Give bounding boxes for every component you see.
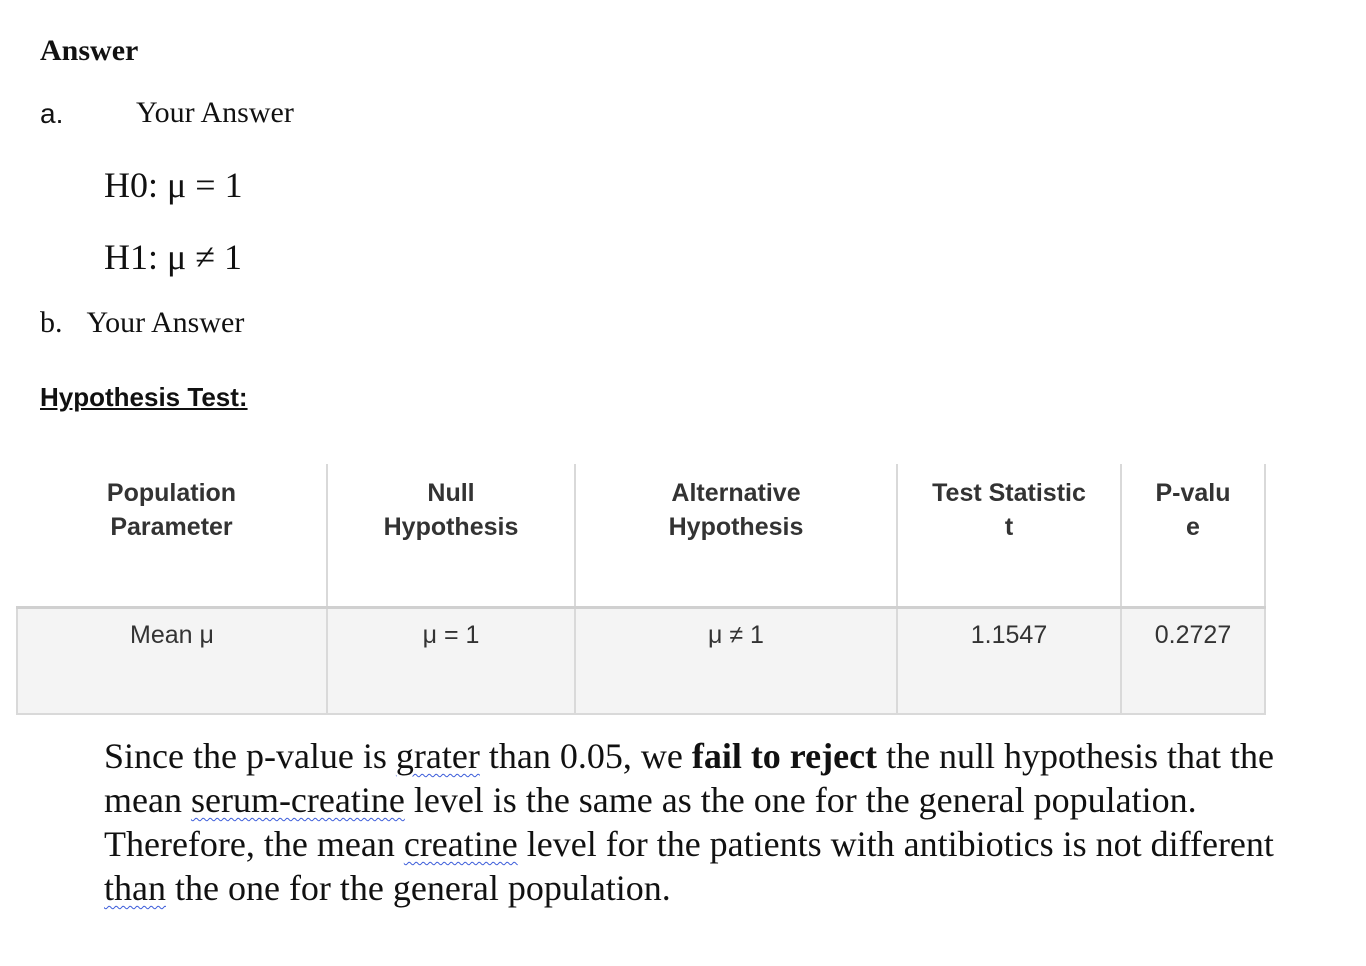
- table-header-row: [17, 464, 1265, 608]
- table-cell: Mean μ: [17, 608, 327, 715]
- column-header: Population Parameter: [17, 464, 327, 608]
- column-header: P-valu e: [1121, 464, 1265, 608]
- table-cell: 0.2727: [1121, 608, 1265, 715]
- spellcheck-word: than: [104, 868, 166, 908]
- table-cell: μ ≠ 1: [575, 608, 897, 715]
- part-a-label: a.: [40, 98, 64, 129]
- spellcheck-word: creatine: [403, 824, 518, 864]
- column-header: Test Statistic t: [897, 464, 1121, 608]
- hypothesis-test-table: [16, 464, 1266, 715]
- part-b: [40, 306, 244, 340]
- hypothesis-test-title: Hypothesis Test:: [40, 382, 248, 412]
- table-cell: μ = 1: [327, 608, 575, 715]
- answer-heading: Answer: [40, 34, 139, 67]
- alternative-hypothesis-statement: H1: μ ≠ 1: [104, 237, 243, 277]
- column-header: Alternative Hypothesis: [575, 464, 897, 608]
- part-b-text: Your Answer: [86, 306, 245, 339]
- column-header: Null Hypothesis: [327, 464, 575, 608]
- table-row: [17, 608, 1265, 715]
- table-cell: 1.1547: [897, 608, 1121, 715]
- conclusion-paragraph: Since the p-value is grater than 0.05, we fail to reject the null hypothesis that the mean serum-creatine level is the same as the one for the general population. Therefore, the mean creatine level for the patients with antibiotics is not different than the one for the general population.: [104, 736, 1275, 908]
- null-hypothesis-statement: H0: μ = 1: [104, 165, 243, 205]
- conclusion-emphasis: fail to reject: [691, 736, 878, 776]
- spellcheck-word: grater: [395, 736, 480, 776]
- spellcheck-word: serum-creatine: [190, 780, 405, 820]
- part-b-label: b.: [40, 306, 63, 339]
- part-a-text: Your Answer: [136, 96, 294, 129]
